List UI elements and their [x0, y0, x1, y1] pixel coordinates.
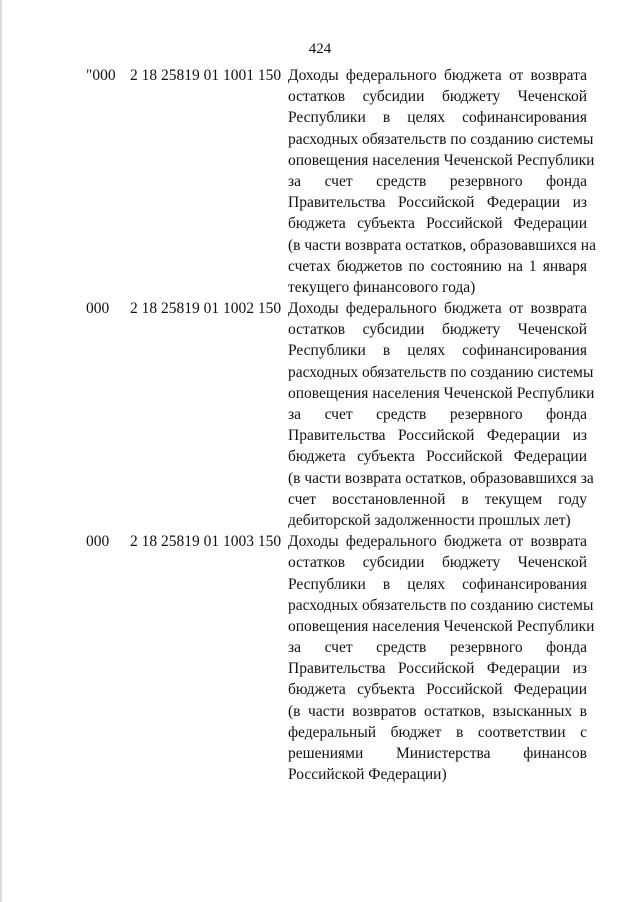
- table-row: [86, 65, 596, 298]
- description-line: (в части возврата остатков, образовавшихся за: [288, 469, 594, 487]
- description-line: за счет средств резервного фонда: [288, 406, 587, 423]
- description-line: оповещения населения Чеченской Республики: [288, 617, 595, 635]
- description-line: остатков субсидии бюджету Чеченской: [288, 88, 587, 106]
- description-line: счетах бюджетов по состоянию на 1 января: [288, 257, 587, 275]
- description-line: Доходы федерального бюджета от возврата: [288, 533, 587, 551]
- budget-classification-code: 2 18 25819 01 1003 150: [130, 533, 282, 551]
- description-line: Доходы федерального бюджета от возврата: [288, 67, 587, 84]
- row-description: [288, 298, 595, 531]
- table-row: [86, 298, 595, 531]
- description-line: Правительства Российской Федерации из: [288, 427, 587, 445]
- description-line: Российской Федерации): [288, 766, 447, 784]
- admin-code: 000: [86, 533, 110, 551]
- description-line: остатков субсидии бюджету Чеченской: [288, 554, 587, 572]
- description-line: остатков субсидии бюджету Чеченской: [288, 321, 587, 339]
- code-table: [86, 65, 596, 785]
- description-line: за счет средств резервного фонда: [288, 639, 587, 657]
- description-line: Республики в целях софинансирования: [288, 109, 587, 127]
- admin-code: 000: [86, 300, 110, 318]
- description-line: расходных обязательств по созданию системы: [288, 130, 594, 148]
- description-line: Правительства Российской Федерации из: [288, 194, 587, 212]
- admin-code: "000: [86, 67, 116, 84]
- description-line: за счет средств резервного фонда: [288, 172, 587, 190]
- description-line: (в части возврата остатков, образовавшихся на: [288, 236, 596, 254]
- table-row: [86, 531, 595, 785]
- description-line: (в части возвратов остатков, взысканных в: [288, 702, 587, 720]
- description-line: федеральный бюджет в соответствии с: [288, 723, 587, 741]
- description-line: расходных обязательств по созданию системы: [288, 596, 594, 614]
- description-line: расходных обязательств по созданию системы: [288, 363, 594, 381]
- description-line: решениями Министерства финансов: [288, 745, 587, 762]
- description-line: бюджета субъекта Российской Федерации: [288, 448, 587, 466]
- description-line: Республики в целях софинансирования: [288, 575, 587, 593]
- description-line: счет восстановленной в текущем году: [288, 490, 587, 508]
- description-line: текущего финансового года): [288, 278, 476, 296]
- row-description: [288, 531, 595, 785]
- description-line: Республики в целях софинансирования: [288, 342, 587, 360]
- description-line: оповещения населения Чеченской Республики: [288, 384, 595, 402]
- budget-classification-code: 2 18 25819 01 1002 150: [130, 300, 282, 318]
- budget-classification-code: 2 18 25819 01 1001 150: [130, 67, 282, 84]
- scan-edge: [0, 0, 3, 902]
- description-line: оповещения населения Чеченской Республики: [288, 151, 595, 169]
- description-line: бюджета субъекта Российской Федерации: [288, 681, 587, 699]
- description-line: Доходы федерального бюджета от возврата: [288, 300, 587, 318]
- description-line: дебиторской задолженности прошлых лет): [288, 511, 571, 529]
- description-line: Правительства Российской Федерации из: [288, 660, 587, 678]
- page-number: 424: [308, 41, 332, 57]
- row-description: [288, 65, 596, 298]
- description-line: бюджета субъекта Российской Федерации: [288, 215, 587, 233]
